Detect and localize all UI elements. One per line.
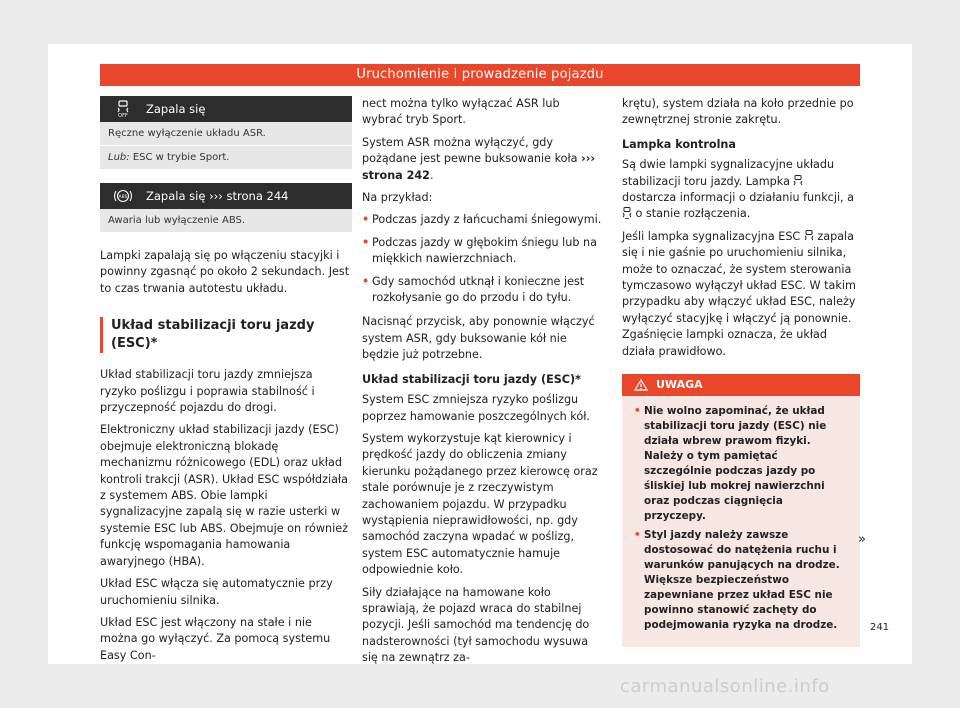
text: Jeśli lampka sygnalizacyjna ESC (622, 229, 804, 243)
indicator-table-esc-off (100, 96, 352, 169)
paragraph: krętu), system działa na koło przednie po zewnętrznej stronie zakrętu. (622, 97, 854, 127)
paragraph: Na przykład: (362, 191, 433, 205)
list-item: • Podczas jazdy z łańcuchami śniegowymi. (362, 212, 602, 228)
page-number: 241 (870, 622, 890, 633)
paragraph: Układ ESC włącza się automatycznie przy uruchomieniu silnika. (100, 577, 333, 607)
row-text: Ręczne wyłączenie układu ASR. (108, 128, 266, 139)
section-title: Układ stabilizacji toru jazdy (ESC)* (100, 317, 352, 353)
paragraph: System wykorzystuje kąt kierownicy i prędkość jazdy do obliczenia zmiany kierunku pożądanego przez kierowcę oraz stale porównuje je z rzeczywistym zachowaniem pojazdu. W przypadku wystąpienia nieprawidłowości, np. gdy samochód zaczyna wpadać w poślizg, system ESC automatycznie hamuje odpowiednie koło. (362, 431, 598, 577)
page-reference-link[interactable]: ››› strona 242 (362, 152, 595, 182)
column-middle (362, 96, 602, 673)
warning-box (622, 374, 860, 647)
row-text: ESC w trybie Sport. (129, 152, 230, 163)
list-item: • Podczas jazdy w głębokim śniegu lub na miękkich nawierzchniach. (362, 235, 602, 268)
warning-header (622, 374, 860, 396)
abs-icon (100, 188, 146, 204)
esc-off-icon (100, 100, 146, 118)
row-text: Awaria lub wyłączenie ABS. (108, 215, 246, 226)
paragraph (622, 157, 860, 223)
column-left (100, 96, 352, 670)
subheading: Lampka kontrolna (622, 137, 736, 151)
indicator-row (100, 145, 352, 169)
warning-triangle-icon (634, 379, 648, 391)
warning-body (622, 396, 860, 633)
text: System ASR można wyłączyć, gdy pożądane jest pewne buksowanie koła (362, 135, 582, 166)
esc-icon (804, 230, 814, 242)
esc-icon (793, 175, 803, 187)
text: . (429, 168, 434, 182)
indicator-table-abs (100, 183, 352, 232)
esc-off-icon (622, 207, 632, 219)
page-header: Uruchomienie i prowadzenie pojazdu (100, 64, 860, 86)
paragraph: Nacisnąć przycisk, aby ponownie włączyć system ASR, gdy buksowanie kół nie będzie już potrzebne. (362, 315, 595, 362)
indicator-head-text: Zapala się ››› strona 244 (146, 188, 289, 203)
indicator-head-text: Zapala się (146, 101, 206, 116)
warning-item: • Nie wolno zapominać, że układ stabilizacji toru jazdy (ESC) nie działa wbrew prawom fizyki. Należy o tym pamiętać szczególnie podczas jazdy po śliskiej lub mokrej nawierzchni oraz podczas ciągnięcia przyczepy. (634, 404, 848, 524)
svg-text:ABS: ABS (118, 195, 128, 200)
paragraph: Układ ESC jest włączony na stałe i nie można go wyłączyć. Za pomocą systemu Easy Con- (100, 615, 331, 662)
row-prefix: Lub: (108, 152, 130, 163)
paragraph: Siły działające na hamowane koło sprawiają, że pojazd wraca do stabilnej pozycji. Jeśli samochód ma tendencję do nadsterowności (tył samochodu wysuwa się na zewnątrz za- (362, 585, 590, 665)
paragraph: Elektroniczny układ stabilizacji jazdy (ESC) obejmuje elektroniczną blokadę mechanizmu różnicowego (EDL) oraz układ kontroli trakcji (ASR). Układ ESC współdziała z systemem ABS. Obie lampki sygnalizacyjne zapalą się w razie usterki w systemie ESC lub ABS. Obejmuje on również funkcję wspomagania hamowania awaryjnego (HBA). (100, 423, 348, 568)
indicator-head (100, 96, 352, 122)
indicator-row (100, 209, 352, 232)
text: dostarcza informacji o działaniu funkcji, a (622, 191, 855, 205)
paragraph: nect można tylko wyłączać ASR lub wybrać tryb Sport. (362, 97, 560, 127)
warning-title: UWAGA (656, 377, 703, 391)
watermark: carmanualsonline.info (620, 676, 830, 697)
indicator-row (100, 122, 352, 145)
text: zapala się i nie gaśnie po uruchomieniu silnika, może to oznaczać, że system sterowania tymczasowo wyłączył układ ESC. W takim przypadku aby włączyć układ ESC, należy wyłączyć stacyjkę i włączyć ją ponownie. Zgaśnięcie lampki oznacza, że układ działa prawidłowo. (622, 229, 856, 358)
paragraph (622, 229, 860, 360)
text: o stanie rozłączenia. (632, 207, 751, 221)
subheading: Układ stabilizacji toru jazdy (ESC)* (362, 372, 581, 386)
continue-arrow-icon: » (858, 532, 866, 547)
svg-text:OFF: OFF (118, 113, 128, 118)
text: Są dwie lampki sygnalizacyjne układu stabilizacji toru jazdy. Lampka (622, 158, 835, 188)
indicator-head (100, 183, 352, 209)
column-right (622, 96, 860, 647)
paragraph: System ESC zmniejsza ryzyko poślizgu poprzez hamowanie poszczególnych kół. (362, 393, 590, 423)
warning-item: • Styl jazdy należy zawsze dostosować do natężenia ruchu i warunków panujących na drodze. Większe bezpieczeństwo zapewniane przez układ ESC nie powinno stanowić zachęty do podejmowania ryzyka na drodze. (634, 528, 848, 633)
paragraph: Układ stabilizacji toru jazdy zmniejsza ryzyko poślizgu i poprawia stabilność i przyczepność pojazdu do drogi. (100, 368, 315, 415)
paragraph (362, 135, 602, 184)
list-item: • Gdy samochód utknął i konieczne jest rozkołysanie go do przodu i do tyłu. (362, 274, 602, 307)
intro-paragraph: Lampki zapalają się po włączeniu stacyjki i powinny zgasnąć po około 2 sekundach. Jest to czas trwania autotestu układu. (100, 249, 350, 295)
